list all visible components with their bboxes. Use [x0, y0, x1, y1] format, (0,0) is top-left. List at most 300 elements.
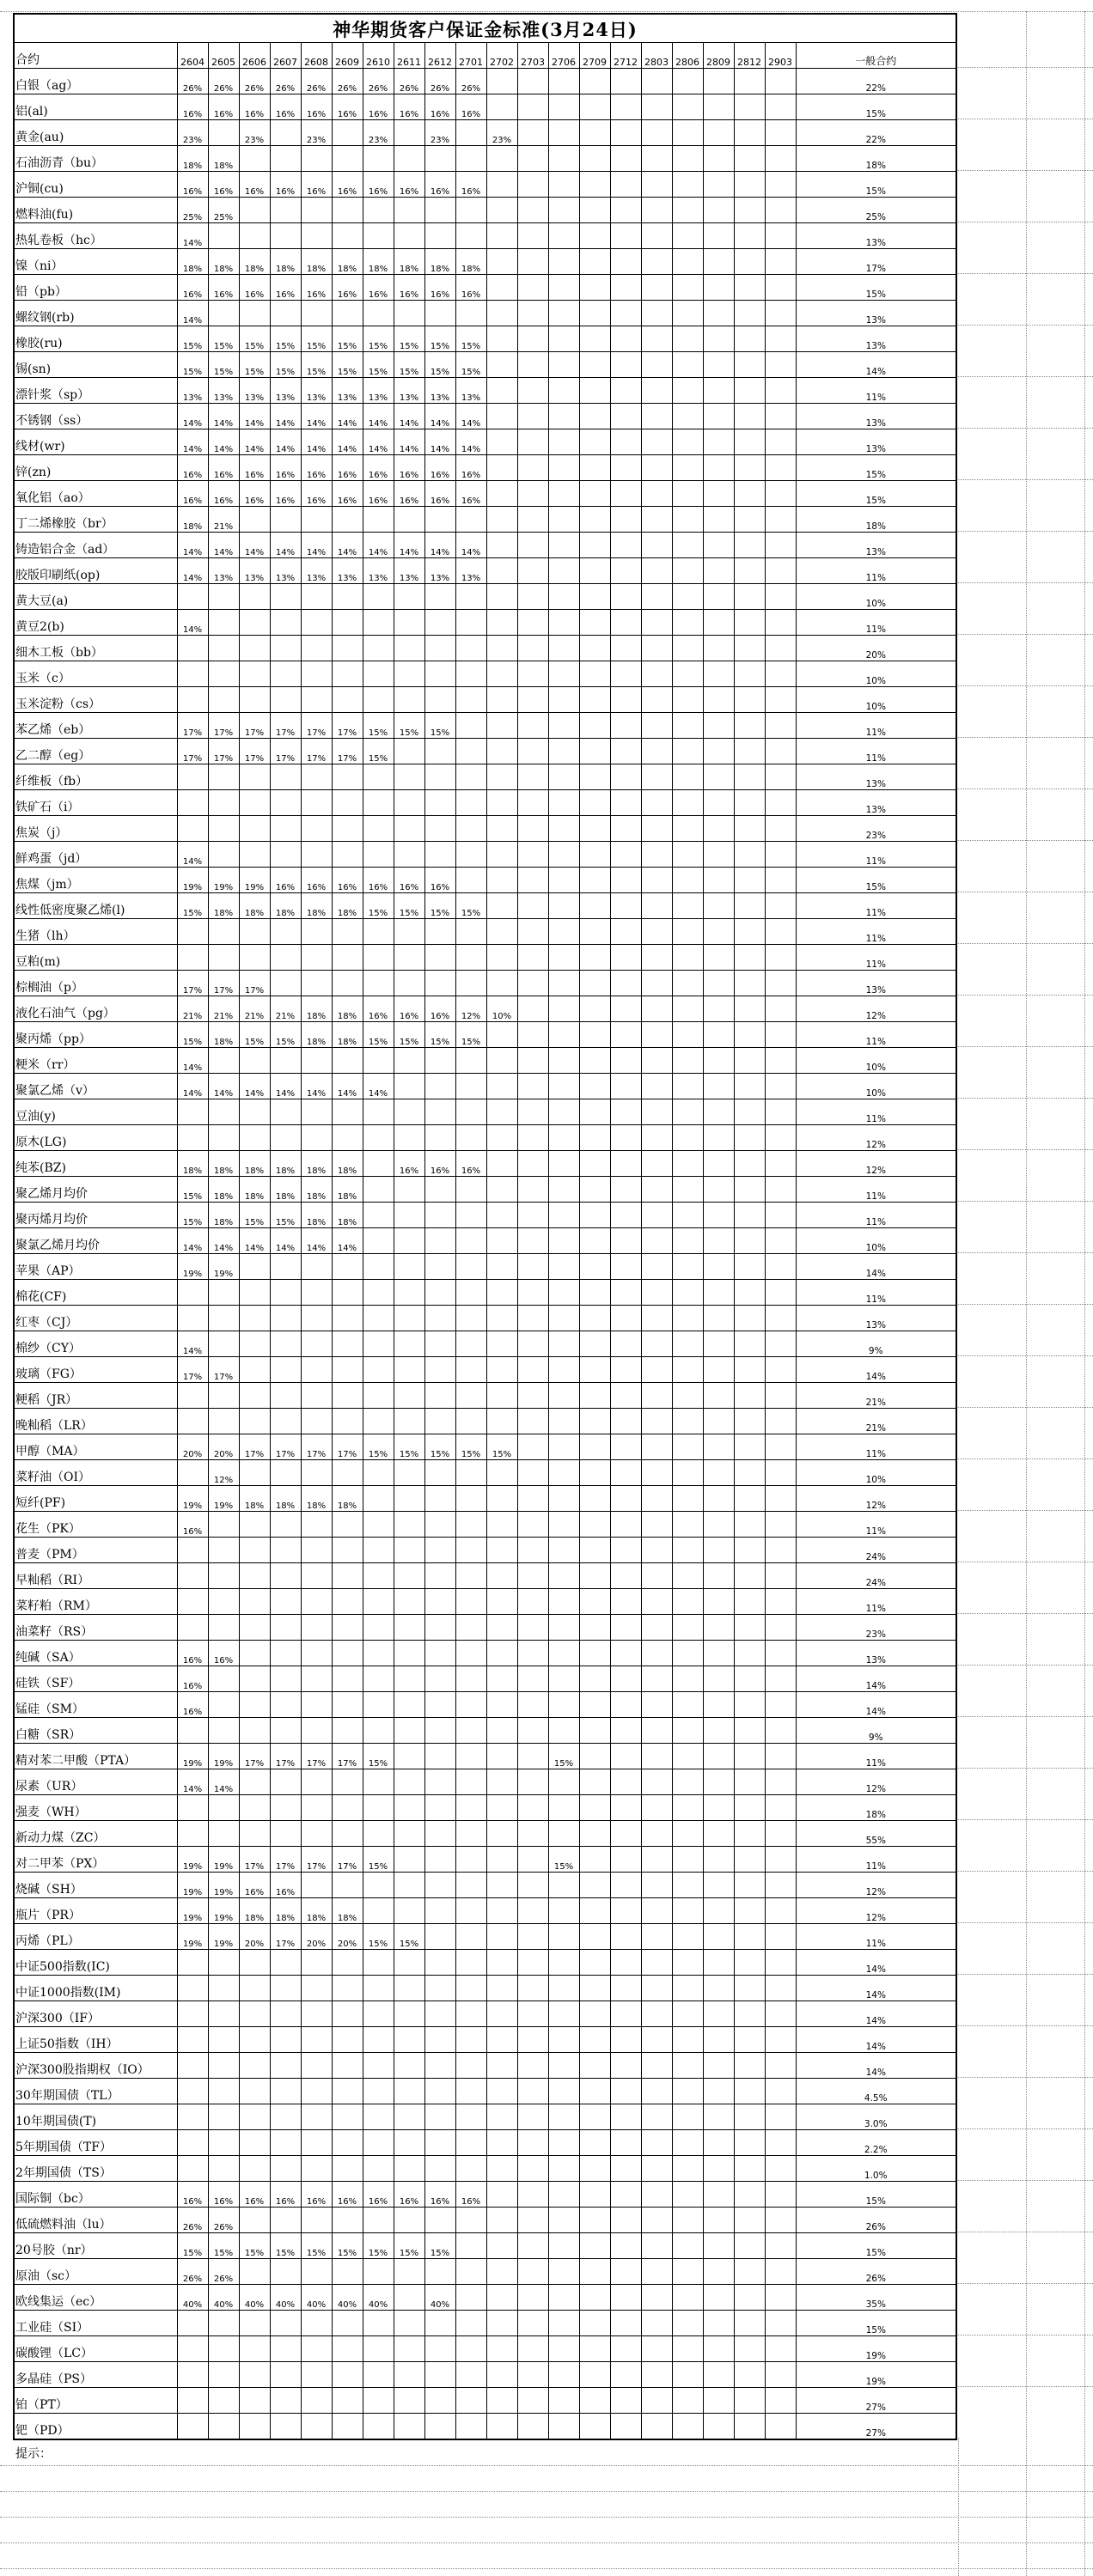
- note-label: 提示：: [15, 2447, 52, 2461]
- margin-cell: [610, 455, 641, 481]
- margin-cell: 40%: [301, 2285, 332, 2311]
- margin-cell: [177, 2362, 208, 2388]
- margin-cell: [239, 1125, 270, 1151]
- margin-cell: [672, 713, 703, 739]
- margin-cell: [548, 1589, 579, 1615]
- table-row: [14, 429, 956, 455]
- row-label: 螺纹钢(rb): [14, 301, 177, 326]
- margin-cell: [672, 661, 703, 687]
- margin-cell: [332, 1641, 363, 1666]
- margin-cell: [363, 1280, 394, 1306]
- margin-cell: [517, 1821, 548, 1847]
- margin-cell: [424, 1744, 455, 1769]
- margin-cell: 16%: [177, 1512, 208, 1538]
- margin-cell: [641, 1512, 672, 1538]
- margin-cell: 13%: [270, 558, 301, 584]
- margin-cell: [548, 2156, 579, 2182]
- margin-cell: [517, 1203, 548, 1228]
- margin-cell: [579, 1177, 610, 1203]
- margin-cell: 15%: [548, 1744, 579, 1769]
- general-margin-cell: 15%: [796, 94, 956, 120]
- margin-cell: [455, 584, 486, 610]
- margin-cell: [394, 1306, 424, 1331]
- margin-cell: [641, 790, 672, 816]
- margin-cell: [517, 1074, 548, 1099]
- margin-cell: [394, 1641, 424, 1666]
- margin-cell: [579, 2388, 610, 2414]
- margin-cell: [239, 1692, 270, 1718]
- margin-cell: [734, 842, 765, 868]
- margin-cell: 17%: [208, 971, 239, 996]
- margin-cell: [672, 996, 703, 1022]
- general-margin-cell: 13%: [796, 429, 956, 455]
- margin-cell: [610, 1898, 641, 1924]
- margin-cell: [486, 2362, 517, 2388]
- margin-cell: [765, 249, 796, 275]
- margin-cell: [239, 661, 270, 687]
- margin-cell: [641, 1048, 672, 1074]
- margin-cell: [548, 2130, 579, 2156]
- margin-cell: [641, 2079, 672, 2104]
- margin-cell: 21%: [208, 507, 239, 533]
- margin-cell: 16%: [177, 275, 208, 301]
- margin-cell: [394, 1950, 424, 1976]
- margin-cell: [208, 2156, 239, 2182]
- margin-cell: [765, 2233, 796, 2259]
- margin-cell: [765, 2182, 796, 2208]
- margin-cell: [486, 1666, 517, 1692]
- margin-cell: 14%: [332, 429, 363, 455]
- margin-cell: 21%: [239, 996, 270, 1022]
- margin-cell: [703, 1950, 734, 1976]
- margin-cell: [301, 2414, 332, 2440]
- margin-cell: [517, 1460, 548, 1486]
- margin-cell: [301, 1306, 332, 1331]
- margin-cell: [486, 1795, 517, 1821]
- row-label: 30年期国债（TL）: [14, 2079, 177, 2104]
- margin-cell: [765, 2414, 796, 2440]
- margin-cell: [455, 713, 486, 739]
- margin-cell: 14%: [332, 1228, 363, 1254]
- margin-cell: [610, 764, 641, 790]
- margin-cell: 16%: [394, 455, 424, 481]
- margin-cell: [270, 971, 301, 996]
- margin-cell: [517, 301, 548, 326]
- margin-cell: [672, 481, 703, 507]
- margin-cell: [703, 1666, 734, 1692]
- margin-cell: 20%: [239, 1924, 270, 1950]
- row-label: 铁矿石（i）: [14, 790, 177, 816]
- margin-cell: [394, 842, 424, 868]
- table-row: [14, 2362, 956, 2388]
- margin-cell: [301, 661, 332, 687]
- margin-cell: [363, 636, 394, 661]
- margin-cell: [486, 1769, 517, 1795]
- margin-cell: [672, 326, 703, 352]
- margin-cell: [548, 971, 579, 996]
- margin-cell: 15%: [486, 1434, 517, 1460]
- margin-cell: 17%: [332, 713, 363, 739]
- margin-cell: [734, 223, 765, 249]
- margin-cell: [641, 507, 672, 533]
- margin-cell: [424, 1924, 455, 1950]
- row-label: 普麦（PM）: [14, 1538, 177, 1563]
- margin-cell: [734, 198, 765, 223]
- margin-cell: [672, 249, 703, 275]
- margin-cell: [208, 1718, 239, 1744]
- margin-cell: [610, 249, 641, 275]
- margin-cell: [424, 2079, 455, 2104]
- margin-cell: [486, 1074, 517, 1099]
- margin-cell: [301, 1718, 332, 1744]
- margin-cell: [765, 2104, 796, 2130]
- margin-cell: 17%: [208, 739, 239, 764]
- margin-cell: [424, 2053, 455, 2079]
- margin-cell: [734, 1641, 765, 1666]
- margin-cell: 40%: [270, 2285, 301, 2311]
- margin-cell: [610, 1125, 641, 1151]
- margin-cell: 15%: [455, 1434, 486, 1460]
- row-label: 铅（pb）: [14, 275, 177, 301]
- margin-cell: [579, 1460, 610, 1486]
- general-margin-cell: 11%: [796, 1744, 956, 1769]
- margin-cell: [486, 2130, 517, 2156]
- general-margin-cell: 11%: [796, 713, 956, 739]
- margin-cell: [579, 1538, 610, 1563]
- margin-cell: [641, 1641, 672, 1666]
- margin-cell: [301, 1666, 332, 1692]
- margin-cell: [424, 1125, 455, 1151]
- row-label: 沪深300（IF）: [14, 2001, 177, 2027]
- margin-cell: [672, 352, 703, 378]
- margin-cell: [517, 1692, 548, 1718]
- margin-cell: [301, 1769, 332, 1795]
- margin-cell: [301, 223, 332, 249]
- margin-cell: 15%: [394, 1434, 424, 1460]
- margin-cell: 17%: [270, 1847, 301, 1873]
- margin-cell: [548, 146, 579, 172]
- margin-cell: [270, 146, 301, 172]
- margin-cell: [517, 971, 548, 996]
- margin-cell: 18%: [208, 1022, 239, 1048]
- margin-cell: [610, 1744, 641, 1769]
- margin-cell: [270, 661, 301, 687]
- margin-cell: [301, 1821, 332, 1847]
- margin-cell: [332, 610, 363, 636]
- margin-cell: [548, 2388, 579, 2414]
- margin-cell: [672, 172, 703, 198]
- margin-cell: [332, 1331, 363, 1357]
- margin-cell: 26%: [177, 2259, 208, 2285]
- table-row: [14, 610, 956, 636]
- margin-cell: [239, 2414, 270, 2440]
- margin-cell: [703, 2362, 734, 2388]
- margin-cell: [332, 636, 363, 661]
- margin-cell: [548, 2311, 579, 2336]
- margin-cell: [610, 1022, 641, 1048]
- row-label: 国际铜（bc）: [14, 2182, 177, 2208]
- table-row: [14, 713, 956, 739]
- margin-cell: [734, 1409, 765, 1434]
- margin-cell: [177, 2414, 208, 2440]
- margin-cell: [332, 971, 363, 996]
- margin-cell: [703, 1203, 734, 1228]
- margin-cell: [610, 1718, 641, 1744]
- margin-cell: [672, 1563, 703, 1589]
- margin-cell: [517, 1177, 548, 1203]
- margin-cell: 17%: [332, 1434, 363, 1460]
- margin-cell: [239, 919, 270, 945]
- margin-cell: [517, 1641, 548, 1666]
- margin-cell: [734, 2182, 765, 2208]
- margin-cell: [579, 1718, 610, 1744]
- margin-cell: [177, 1615, 208, 1641]
- margin-cell: [703, 945, 734, 971]
- margin-cell: [363, 2079, 394, 2104]
- table-row: [14, 1203, 956, 1228]
- margin-cell: [517, 120, 548, 146]
- margin-cell: [301, 2079, 332, 2104]
- margin-cell: 13%: [239, 558, 270, 584]
- margin-cell: 14%: [363, 1074, 394, 1099]
- margin-cell: [579, 172, 610, 198]
- margin-cell: [177, 1125, 208, 1151]
- margin-cell: [486, 1847, 517, 1873]
- table-row: [14, 1744, 956, 1769]
- margin-cell: [734, 558, 765, 584]
- general-margin-cell: 15%: [796, 2311, 956, 2336]
- margin-cell: [672, 1641, 703, 1666]
- margin-cell: [455, 1486, 486, 1512]
- margin-cell: 19%: [208, 868, 239, 893]
- margin-cell: 26%: [239, 69, 270, 94]
- margin-cell: [239, 146, 270, 172]
- margin-cell: [579, 455, 610, 481]
- margin-cell: 26%: [208, 2208, 239, 2233]
- margin-cell: [672, 1254, 703, 1280]
- margin-cell: [270, 507, 301, 533]
- margin-cell: 15%: [301, 352, 332, 378]
- margin-cell: [332, 120, 363, 146]
- table-row: [14, 636, 956, 661]
- margin-cell: [672, 2233, 703, 2259]
- margin-cell: 16%: [332, 94, 363, 120]
- margin-cell: [455, 1409, 486, 1434]
- table-row: [14, 945, 956, 971]
- margin-cell: [672, 1924, 703, 1950]
- general-margin-cell: 12%: [796, 1151, 956, 1177]
- margin-cell: [177, 816, 208, 842]
- margin-cell: [548, 120, 579, 146]
- margin-cell: 13%: [394, 378, 424, 404]
- margin-cell: [394, 1563, 424, 1589]
- margin-cell: [610, 429, 641, 455]
- margin-cell: [765, 1331, 796, 1357]
- margin-cell: [394, 1847, 424, 1873]
- margin-cell: [301, 2388, 332, 2414]
- margin-cell: [177, 1976, 208, 2001]
- margin-cell: [332, 1099, 363, 1125]
- margin-cell: 18%: [455, 249, 486, 275]
- margin-cell: [455, 790, 486, 816]
- margin-cell: [486, 404, 517, 429]
- margin-cell: [579, 1074, 610, 1099]
- margin-cell: [672, 2311, 703, 2336]
- margin-cell: [765, 558, 796, 584]
- margin-cell: [734, 1692, 765, 1718]
- margin-cell: 13%: [424, 378, 455, 404]
- margin-cell: [486, 1898, 517, 1924]
- margin-cell: [517, 790, 548, 816]
- row-label: 菜籽油（OI）: [14, 1460, 177, 1486]
- margin-cell: [363, 1460, 394, 1486]
- margin-cell: [641, 1744, 672, 1769]
- margin-cell: [424, 2388, 455, 2414]
- margin-cell: [703, 2001, 734, 2027]
- margin-cell: 14%: [270, 533, 301, 558]
- margin-cell: [394, 198, 424, 223]
- margin-cell: 16%: [177, 1641, 208, 1666]
- margin-cell: [548, 533, 579, 558]
- margin-cell: [424, 1460, 455, 1486]
- margin-cell: [703, 1589, 734, 1615]
- margin-cell: [765, 429, 796, 455]
- margin-cell: 15%: [239, 326, 270, 352]
- margin-cell: 15%: [301, 326, 332, 352]
- table-row: [14, 1976, 956, 2001]
- margin-cell: [394, 1357, 424, 1383]
- margin-cell: [517, 1512, 548, 1538]
- margin-cell: [548, 429, 579, 455]
- margin-cell: [424, 1666, 455, 1692]
- margin-cell: [579, 2311, 610, 2336]
- margin-cell: [517, 1383, 548, 1409]
- row-label: 玉米淀粉（cs）: [14, 687, 177, 713]
- margin-cell: [424, 1692, 455, 1718]
- margin-cell: 18%: [363, 249, 394, 275]
- margin-cell: [486, 2311, 517, 2336]
- margin-cell: 18%: [301, 1898, 332, 1924]
- general-margin-cell: 11%: [796, 1434, 956, 1460]
- margin-cell: [424, 1409, 455, 1434]
- margin-cell: [765, 275, 796, 301]
- margin-cell: 16%: [455, 172, 486, 198]
- margin-cell: [517, 1795, 548, 1821]
- margin-cell: 16%: [270, 1873, 301, 1898]
- margin-cell: [486, 172, 517, 198]
- margin-cell: [548, 868, 579, 893]
- margin-cell: [672, 790, 703, 816]
- margin-cell: 23%: [239, 120, 270, 146]
- row-label: 苯乙烯（eb）: [14, 713, 177, 739]
- margin-cell: [610, 2336, 641, 2362]
- margin-cell: [703, 1847, 734, 1873]
- margin-cell: 12%: [208, 1460, 239, 1486]
- margin-cell: [548, 2259, 579, 2285]
- margin-cell: [672, 378, 703, 404]
- margin-cell: 19%: [177, 868, 208, 893]
- margin-cell: [579, 2414, 610, 2440]
- margin-cell: 16%: [177, 481, 208, 507]
- margin-cell: [641, 249, 672, 275]
- table-row: [14, 1615, 956, 1641]
- margin-cell: [455, 2001, 486, 2027]
- margin-cell: [610, 198, 641, 223]
- general-margin-cell: 13%: [796, 790, 956, 816]
- margin-cell: 23%: [424, 120, 455, 146]
- margin-cell: [486, 2001, 517, 2027]
- margin-cell: [486, 1538, 517, 1563]
- margin-cell: [734, 1280, 765, 1306]
- margin-cell: [703, 1074, 734, 1099]
- margin-cell: [332, 1718, 363, 1744]
- margin-cell: [332, 1873, 363, 1898]
- margin-cell: 21%: [270, 996, 301, 1022]
- margin-cell: [548, 1976, 579, 2001]
- margin-cell: [363, 1821, 394, 1847]
- table-row: [14, 2027, 956, 2053]
- general-margin-cell: 23%: [796, 816, 956, 842]
- row-label: 棉花(CF): [14, 1280, 177, 1306]
- margin-cell: [301, 1409, 332, 1434]
- margin-cell: [641, 816, 672, 842]
- margin-cell: [765, 455, 796, 481]
- margin-cell: [301, 1641, 332, 1666]
- margin-cell: [517, 2182, 548, 2208]
- margin-cell: [208, 1615, 239, 1641]
- margin-cell: 26%: [208, 2259, 239, 2285]
- margin-cell: [424, 2208, 455, 2233]
- margin-cell: [270, 1280, 301, 1306]
- margin-cell: 17%: [270, 1924, 301, 1950]
- margin-cell: 16%: [363, 481, 394, 507]
- margin-cell: [455, 1769, 486, 1795]
- margin-cell: 17%: [239, 971, 270, 996]
- margin-cell: [765, 1409, 796, 1434]
- margin-cell: [177, 2027, 208, 2053]
- margin-cell: [579, 1409, 610, 1434]
- margin-cell: 18%: [270, 893, 301, 919]
- margin-cell: [734, 275, 765, 301]
- margin-cell: [765, 94, 796, 120]
- margin-cell: [394, 1718, 424, 1744]
- margin-cell: [270, 1512, 301, 1538]
- margin-cell: 16%: [301, 275, 332, 301]
- table-row: [14, 120, 956, 146]
- margin-cell: 18%: [424, 249, 455, 275]
- margin-cell: 16%: [424, 275, 455, 301]
- margin-cell: [270, 1615, 301, 1641]
- margin-cell: [424, 146, 455, 172]
- margin-cell: [548, 1203, 579, 1228]
- margin-cell: [765, 1306, 796, 1331]
- margin-cell: 16%: [301, 455, 332, 481]
- margin-cell: [765, 1460, 796, 1486]
- margin-cell: [424, 1306, 455, 1331]
- margin-cell: 17%: [301, 1744, 332, 1769]
- margin-cell: [579, 404, 610, 429]
- dotted-gridline: [1084, 11, 1085, 2576]
- table-row: [14, 842, 956, 868]
- margin-cell: 15%: [424, 326, 455, 352]
- margin-cell: [486, 2104, 517, 2130]
- margin-cell: [703, 378, 734, 404]
- margin-cell: [548, 1177, 579, 1203]
- margin-cell: [394, 919, 424, 945]
- margin-cell: 13%: [394, 558, 424, 584]
- margin-cell: [548, 2285, 579, 2311]
- table-row: [14, 739, 956, 764]
